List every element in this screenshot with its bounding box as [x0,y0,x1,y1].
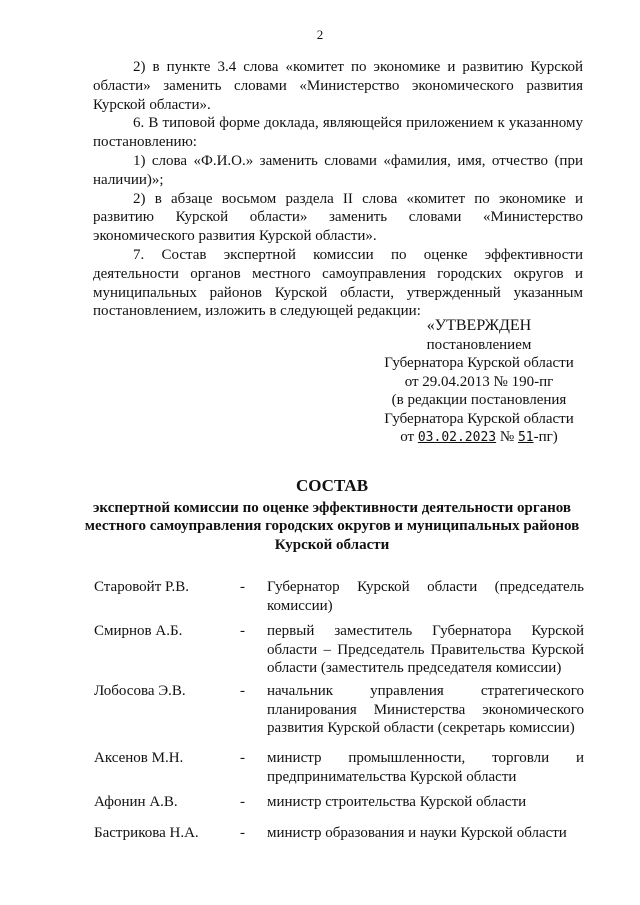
member-row [94,749,584,793]
approval-number: 51 [517,430,534,445]
member-role: министр строительства Курской области [267,794,527,810]
approval-suffix: -пг) [533,429,558,445]
page-number: 2 [316,27,324,42]
member-dash: - [240,750,245,766]
member-dash: - [240,623,245,639]
heading-title: СОСТАВ [295,476,369,495]
member-name: Смирнов А.Б. [94,623,183,639]
member-role: министр образования и науки Курской области [267,825,567,841]
heading-subtitle: экспертной комиссии по оценке эффективности деятельности органов местного самоуправления городских округов и муниципальных районов Курской области [84,500,580,553]
member-row [94,793,584,824]
member-role: первый заместитель Губернатора Курской области – Председатель Правительства Курской области (заместитель председателя комиссии) [267,623,584,676]
approval-date-line [372,428,586,448]
approval-line: Губернатора Курской области [384,355,574,371]
member-role: начальник управления стратегического планирования Министерства экономического развития Курской области (секретарь комиссии) [267,683,584,736]
composition-heading [80,475,584,554]
approval-line: Губернатора Курской области [384,410,574,427]
member-name: Бастрикова Н.А. [94,825,199,841]
member-row [94,824,584,848]
member-name: Аксенов М.Н. [94,750,184,766]
member-row [94,682,584,749]
approval-block [372,317,586,448]
member-role: министр промышленности, торговли и предпринимательства Курской области [267,750,584,785]
paragraph-item-6: 6. В типовой форме доклада, являющейся приложением к указанному постановлению: [93,115,583,151]
member-role: Губернатор Курской области (председатель комиссии) [267,579,584,614]
paragraph-item-6-sub1: 1) слова «Ф.И.О.» заменить словами «фамилия, имя, отчество (при наличии)»; [93,152,583,188]
member-dash: - [240,683,245,699]
approval-from-prefix: от [400,429,418,445]
approval-number-sign: № [496,429,518,445]
member-dash: - [240,825,245,841]
body-text [93,58,583,321]
approval-title: «УТВЕРЖДЕН [426,317,532,334]
member-name: Афонин А.В. [94,794,178,810]
approval-line: постановлением [426,336,532,353]
approval-line: (в редакции постановления [391,392,567,408]
member-row [94,578,584,622]
member-list [94,578,584,848]
paragraph-item-2-amendment: 2) в пункте 3.4 слова «комитет по экономике и развитию Курской области» заменить словами «Министерство экономического развития Курской области». [93,59,583,113]
member-name: Старовойт Р.В. [94,579,189,595]
paragraph-item-7: 7. Состав экспертной комиссии по оценке эффективности деятельности органов местного самоуправления городских округов и муниципальных районов Курской области, утвержденный указанным постановлением, изложить в следующей редакции: [93,246,583,320]
paragraph-item-6-sub2: 2) в абзаце восьмом раздела II слова «комитет по экономике и развитию Курской области» заменить словами «Министерство экономического развития Курской области». [93,190,583,245]
member-row [94,622,584,682]
approval-date: 03.02.2023 [417,430,497,445]
member-dash: - [240,794,245,810]
approval-line: от 29.04.2013 № 190-пг [404,373,554,390]
member-dash: - [240,579,245,595]
member-name: Лобосова Э.В. [94,683,186,699]
